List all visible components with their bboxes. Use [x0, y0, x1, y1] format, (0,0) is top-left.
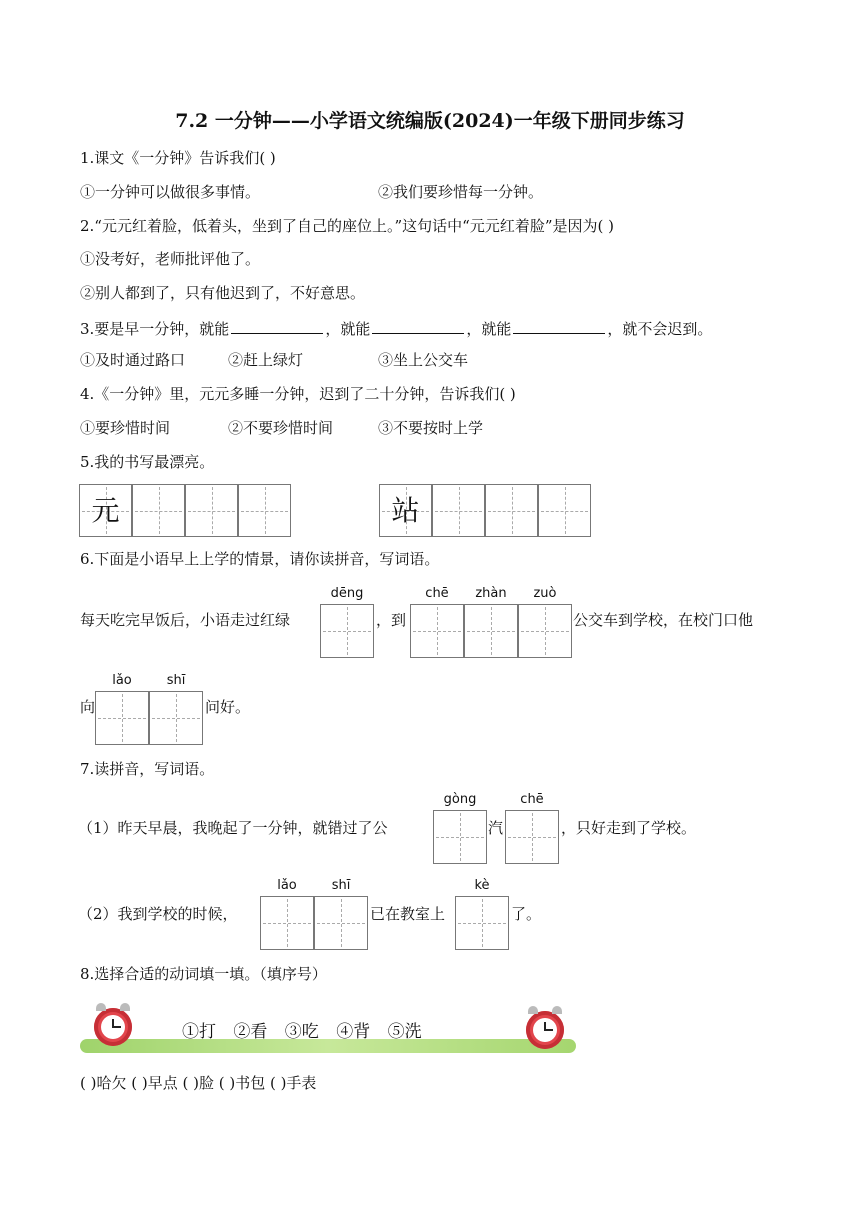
q4-option-2: ②不要珍惜时间	[228, 419, 334, 437]
pinyin-ke: kè	[474, 878, 490, 893]
q1-stem: 1.课文《一分钟》告诉我们( )	[80, 149, 276, 167]
pinyin-shi: shī	[166, 673, 186, 688]
answer-cell[interactable]	[433, 810, 487, 864]
pinyin-lao: lǎo	[277, 878, 297, 893]
q4-option-3: ③不要按时上学	[378, 419, 484, 437]
q6-text-1: 每天吃完早饭后，小语走过红绿	[80, 611, 291, 629]
q8-blanks: ( )哈欠 ( )早点 ( )脸 ( )书包 ( )手表	[80, 1074, 317, 1092]
writing-cell[interactable]	[185, 484, 238, 537]
q7-sentence-1b: 汽	[488, 819, 504, 837]
q6-text-4: 向	[80, 698, 96, 716]
q7-sentence-1c: ，只好走到了学校。	[561, 819, 697, 837]
q7-sentence-2c: 了。	[511, 905, 542, 923]
answer-cell[interactable]	[149, 691, 203, 745]
q4-option-1: ①要珍惜时间	[80, 419, 171, 437]
answer-cell[interactable]	[410, 604, 464, 658]
pinyin-che: chē	[520, 792, 544, 807]
q2-stem: 2.“元元红着脸，低着头，坐到了自己的座位上。”这句话中“元元红着脸”是因为( )	[80, 217, 614, 235]
writing-cell[interactable]	[238, 484, 291, 537]
q3-option-3: ③坐上公交车	[378, 351, 469, 369]
writing-cell[interactable]	[485, 484, 538, 537]
q7-sentence-2b: 已在教室上	[370, 905, 446, 923]
writing-cell-model	[79, 484, 132, 537]
writing-cell[interactable]	[132, 484, 185, 537]
answer-cell[interactable]	[95, 691, 149, 745]
q8-stem: 8.选择合适的动词填一填。（填序号）	[80, 965, 327, 983]
answer-cell[interactable]	[455, 896, 509, 950]
model-char-zhan: 站	[391, 494, 420, 527]
answer-cell[interactable]	[505, 810, 559, 864]
q7-sentence-2a: （2）我到学校的时候，	[78, 905, 238, 923]
q6-text-3: 公交车到学校，在校门口他	[573, 611, 754, 629]
q6-text-5: 问好。	[205, 698, 251, 716]
q3-blank-1[interactable]	[231, 317, 323, 334]
writing-cell[interactable]	[432, 484, 485, 537]
answer-cell[interactable]	[518, 604, 572, 658]
q2-option-1: ①没考好，老师批评他了。	[80, 250, 261, 268]
q7-sentence-1a: （1）昨天早晨，我晚起了一分钟，就错过了公	[78, 819, 388, 837]
q3-part-4: ，就不会迟到。	[607, 320, 713, 338]
pinyin-che: chē	[425, 586, 449, 601]
alarm-clock-icon	[526, 1011, 564, 1049]
answer-cell[interactable]	[314, 896, 368, 950]
q5-stem: 5.我的书写最漂亮。	[80, 453, 215, 471]
pinyin-zhan: zhàn	[475, 586, 507, 601]
alarm-clock-icon	[94, 1008, 132, 1046]
pinyin-gong: gòng	[443, 792, 477, 807]
q3-blank-2[interactable]	[372, 317, 464, 334]
q6-text-2: ，到	[376, 611, 407, 629]
pinyin-zuo: zuò	[533, 586, 557, 601]
answer-cell[interactable]	[320, 604, 374, 658]
pinyin-deng: dēng	[330, 586, 364, 601]
q3-blank-3[interactable]	[513, 317, 605, 334]
verb-banner	[80, 1003, 576, 1055]
q7-stem: 7.读拼音，写词语。	[80, 760, 215, 778]
q1-option-2: ②我们要珍惜每一分钟。	[378, 183, 544, 201]
answer-cell[interactable]	[260, 896, 314, 950]
pinyin-lao: lǎo	[112, 673, 132, 688]
q1-option-1: ①一分钟可以做很多事情。	[80, 183, 261, 201]
model-char-yuan: 元	[91, 494, 120, 527]
q2-option-2: ②别人都到了，只有他迟到了，不好意思。	[80, 284, 366, 302]
q3-part-2: ，就能	[325, 320, 371, 338]
pinyin-shi: shī	[331, 878, 351, 893]
writing-cell-model	[379, 484, 432, 537]
q3-stem	[80, 317, 712, 339]
answer-cell[interactable]	[464, 604, 518, 658]
q3-option-2: ②赶上绿灯	[228, 351, 304, 369]
q3-option-1: ①及时通过路口	[80, 351, 186, 369]
q3-part-1: 3.要是早一分钟，就能	[80, 320, 230, 338]
q4-stem: 4.《一分钟》里，元元多睡一分钟，迟到了二十分钟，告诉我们( )	[80, 385, 516, 403]
q3-part-3: ，就能	[466, 320, 512, 338]
page-title: 7.2 一分钟——小学语文统编版(2024)一年级下册同步练习	[175, 110, 685, 132]
q6-stem: 6.下面是小语早上上学的情景，请你读拼音，写词语。	[80, 550, 440, 568]
verb-options: ①打 ②看 ③吃 ④背 ⑤洗	[182, 1022, 422, 1042]
writing-cell[interactable]	[538, 484, 591, 537]
